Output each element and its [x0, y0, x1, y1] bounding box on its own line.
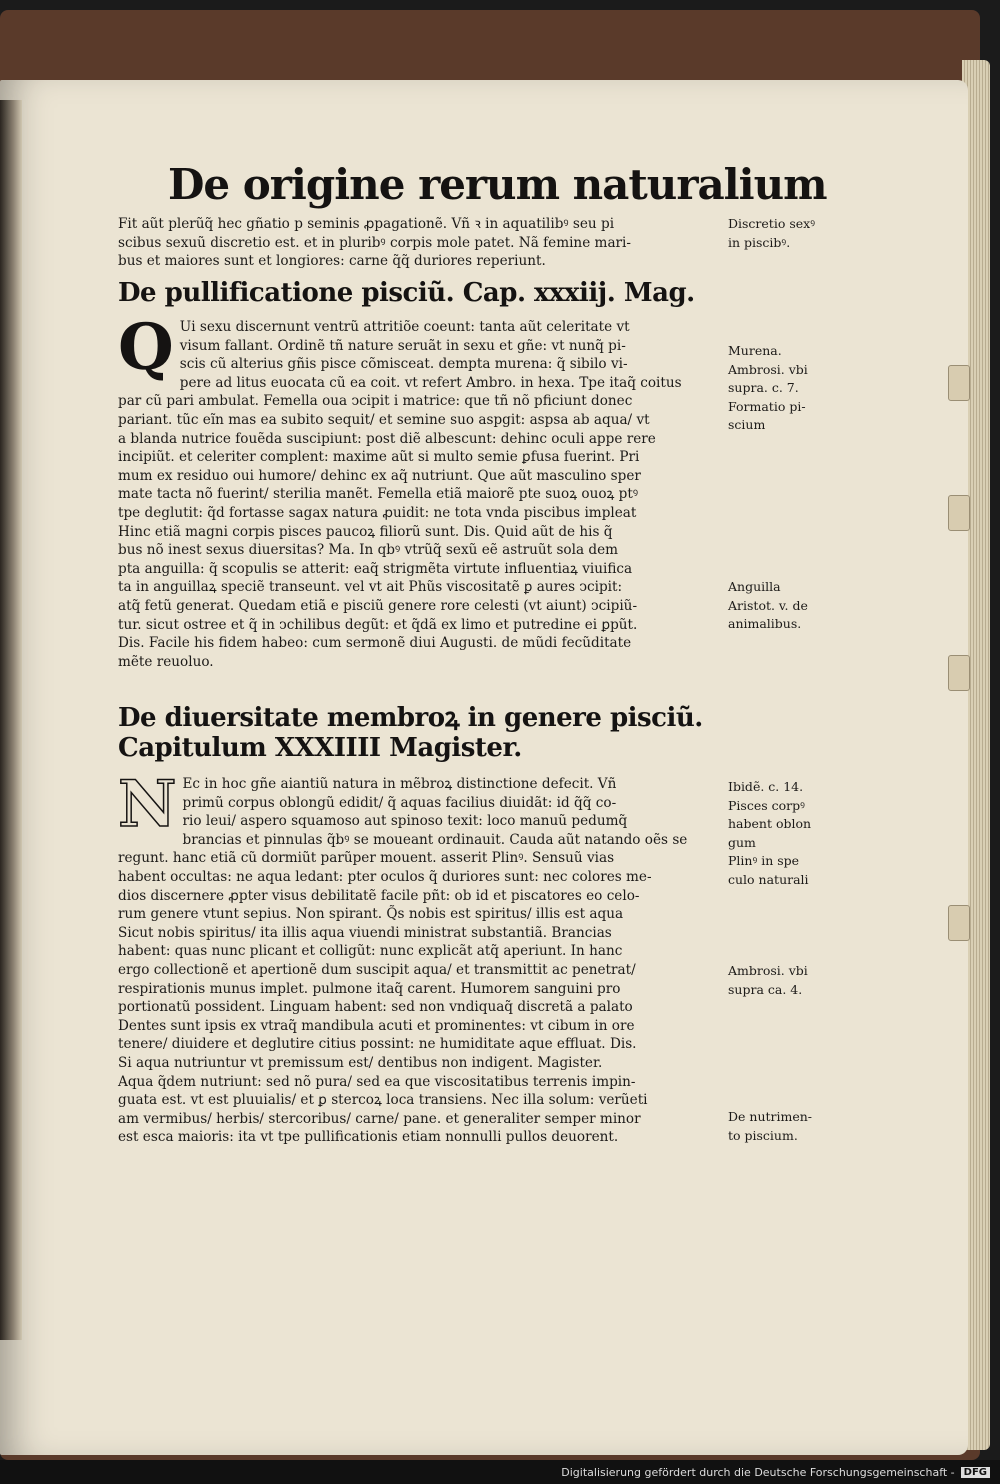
text-line: ergo collectionẽ et apertionẽ dum suscipit aqua/ et transmittit ac penetrat/ [118, 961, 636, 978]
margin-note-line: Murena. [728, 343, 782, 358]
text-line: bus nõ inest sexus diuersitas? Ma. In qbꝰ vtrũq̃ sexũ eẽ astruũt sola dem [118, 542, 619, 559]
text-line: rio leui/ aspero squamoso aut spinoso texit: loco manuũ pedumq̃ [182, 813, 628, 830]
text-line: Dis. Facile his fidem habeo: cum sermonẽ diui Augusti. de mũdi fecũditate [118, 635, 632, 652]
text-line: pta anguilla: q̃ scopulis se atterit: eaq̃ strigmẽta virtute influentiaꝝ viuifica [118, 560, 633, 577]
margin-note [728, 962, 838, 999]
margin-note [728, 1108, 838, 1145]
text-line: habent occultas: ne aqua ledant: pter oculos q̃ duriores sunt: nec colores me- [118, 868, 652, 885]
margin-note-line: De nutrimen- [728, 1109, 813, 1124]
text-line: Ui sexu discernunt ventrũ attritiõe coeunt: tanta aũt celeritate vt [179, 319, 630, 335]
text-line: tenere/ diuidere et deglutire citius possint: ne humiditate aque effluat. Dis. [118, 1036, 637, 1053]
credit-text: Digitalisierung gefördert durch die Deutsche Forschungsgemeinschaft - [561, 1465, 955, 1479]
text-line: Ec in hoc gñe aiantiũ natura in mẽbroꝝ distinctione defecit. Vñ [182, 776, 617, 792]
drop-capital: Q [118, 310, 174, 385]
text-line: regunt. hanc etiã cũ dormiũt parũper mouent. asserit Plinꝰ. Sensuũ vias [118, 850, 615, 867]
margin-note-line: culo naturali [728, 871, 809, 887]
margin-note-line: supra. c. 7. [728, 380, 799, 396]
text-line: mum ex residuo oui humore/ dehinc ex aq̃ nutriunt. Que aũt masculino sper [118, 467, 641, 484]
left-page-gutter [0, 100, 22, 1340]
margin-note-line: Ambrosi. vbi [728, 963, 808, 978]
dfg-logo: DFG [961, 1467, 990, 1478]
margin-note [728, 342, 838, 435]
page-tab-marker [948, 365, 970, 401]
margin-note [728, 578, 838, 634]
text-line: mate tacta nõ fuerint/ sterilia manẽt. Femella etiã maiorẽ pte suoꝝ ouoꝝ ptꝰ [118, 486, 639, 503]
margin-note-line: Formatio pi- [728, 398, 806, 414]
text-line: a blanda nutrice fouẽda suscipiunt: post diẽ albescunt: dehinc oculi appe rere [118, 430, 656, 447]
text-line: Aqua q̃dem nutriunt: sed nõ pura/ sed ea que viscositatibus terrenis impin- [118, 1073, 636, 1090]
running-title: De origine rerum naturalium [168, 160, 827, 209]
page-tab-marker [948, 655, 970, 691]
margin-note-line: supra ca. 4. [728, 981, 803, 997]
margin-note-line: in piscibꝰ. [728, 234, 791, 250]
text-line: Sicut nobis spiritus/ ita illis aqua viuendi ministrat substantiã. Brancias [118, 924, 612, 941]
drop-capital: N [118, 767, 177, 842]
chapter-34-body [118, 767, 718, 1147]
text-line: respirationis munus implet. pulmone itaq̃ carent. Humorem sanguini pro [118, 980, 621, 997]
margin-note [728, 215, 838, 252]
text-line: atq̃ fetũ generat. Quedam etiã e pisciũ genere rore celesti (vt aiunt) ↄcipiũ- [118, 597, 638, 614]
text-line: Fit aũt plerũq̃ hec gñatio p seminis ꝓpagationẽ. Vñ ꝛ in aquatilibꝰ seu pi [118, 216, 615, 232]
chapter-33-body [118, 310, 718, 671]
text-line: portionatũ possident. Linguam habent: sed non vndiquaq̃ discretã a palato [118, 999, 633, 1016]
margin-note-line: gum [728, 834, 756, 850]
margin-note [728, 778, 838, 890]
text-line: habent: quas nunc plicant et colligũt: nunc explicãt atq̃ aperiunt. In hanc [118, 943, 623, 960]
margin-note-line: Anguilla [728, 579, 781, 594]
text-line: incipiũt. et celeriter complent: maxime aũt si multo semie ꝑfusa fuerint. Pri [118, 449, 640, 466]
margin-note-line: Ibidẽ. c. 14. [728, 779, 804, 794]
text-line: est esca maioris: ita vt tpe pullificationis etiam nonnulli pullos deuorent. [118, 1129, 619, 1146]
text-line: mẽte reuoluo. [118, 653, 214, 670]
text-line: brancias et pinnulas q̃bꝰ se moueant ordinauit. Cauda aũt natando oẽs se [182, 831, 688, 848]
text-line: ta in anguillaꝝ speciẽ transeunt. vel vt ait Phũs viscositatẽ ꝑ aures ↄcipit: [118, 579, 623, 596]
text-line: Dentes sunt ipsis ex vtraq̃ mandibula acuti et prominentes: vt cibum in ore [118, 1017, 635, 1034]
text-line: pere ad litus euocata cũ ea coit. vt refert Ambro. in hexa. Tpe itaq̃ coitus [179, 374, 682, 391]
page-tab-marker [948, 905, 970, 941]
margin-note-line: habent oblon [728, 816, 812, 832]
margin-note-line: to piscium. [728, 1127, 798, 1143]
text-line: primũ corpus oblongũ edidit/ q̃ aquas facilius diuidãt: id q̃q̃ co- [182, 794, 617, 811]
margin-note-line: Pisces corpꝰ [728, 797, 805, 813]
text-line: Hinc etiã magni corpis pisces paucoꝝ filiorũ sunt. Dis. Quid aũt de his q̃ [118, 523, 613, 540]
text-line: guata est. vt est pluuialis/ et ꝑ stercoꝝ loca transiens. Nec illa solum: verũeti [118, 1092, 648, 1109]
margin-note-line: Ambrosi. vbi [728, 361, 808, 377]
chapter-heading: De diuersitate membroꝝ in genere pisciũ. [118, 703, 703, 733]
text-line: am vermibus/ herbis/ stercoribus/ carne/ pane. et generaliter semper minor [118, 1110, 641, 1127]
text-line: dios discernere ꝓpter visus debilitatẽ facile pñt: ob id et piscatores eo celo- [118, 887, 640, 904]
text-line: scibus sexuũ discretio est. et in pluribꝰ corpis mole patet. Nã femine mari- [118, 234, 631, 251]
text-line: Si aqua nutriuntur vt premissum est/ dentibus non indigent. Magister. [118, 1054, 603, 1071]
page-tab-marker [948, 495, 970, 531]
text-line: bus et maiores sunt et longiores: carne q̃q̃ duriores reperiunt. [118, 253, 546, 270]
margin-note-line: animalibus. [728, 616, 802, 632]
text-line: rum genere vtunt sepius. Non spirant. Q̃s nobis est spiritus/ illis est aqua [118, 906, 624, 923]
text-line: pariant. tũc eĩn mas ea subito sequit/ et semine suo aspgit: aspsa ab aqua/ vt [118, 411, 650, 428]
margin-note-line: Aristot. v. de [728, 597, 808, 613]
chapter-subheading: Capitulum XXXIIII Magister. [118, 733, 522, 763]
margin-note-line: Discretio sexꝰ [728, 216, 815, 231]
text-line: visum fallant. Ordinẽ tñ nature seruãt in sexu et gñe: vt nunq̃ pi- [179, 337, 626, 354]
margin-note-line: scium [728, 417, 766, 433]
text-line: tur. sicut ostree et q̃ in ↄchilibus degũt: et q̃dã ex limo et putredine ei ꝑpũt. [118, 616, 638, 633]
intro-paragraph [118, 215, 718, 271]
text-line: tpe deglutit: q̃d fortasse sagax natura ꝓuidit: ne tota vnda piscibus impleat [118, 504, 637, 521]
margin-note-line: Plinꝰ in spe [728, 853, 800, 869]
digitization-credit-bar [0, 1460, 1000, 1484]
text-line: par cũ pari ambulat. Femella oua ↄcipit i matrice: que tñ nõ pficiunt donec [118, 393, 633, 410]
chapter-heading: De pullificatione pisciũ. Cap. xxxiij. Mag. [118, 278, 695, 308]
text-line: scis cũ alterius gñis pisce cõmisceat. dempta murena: q̃ sibilo vi- [179, 356, 628, 373]
